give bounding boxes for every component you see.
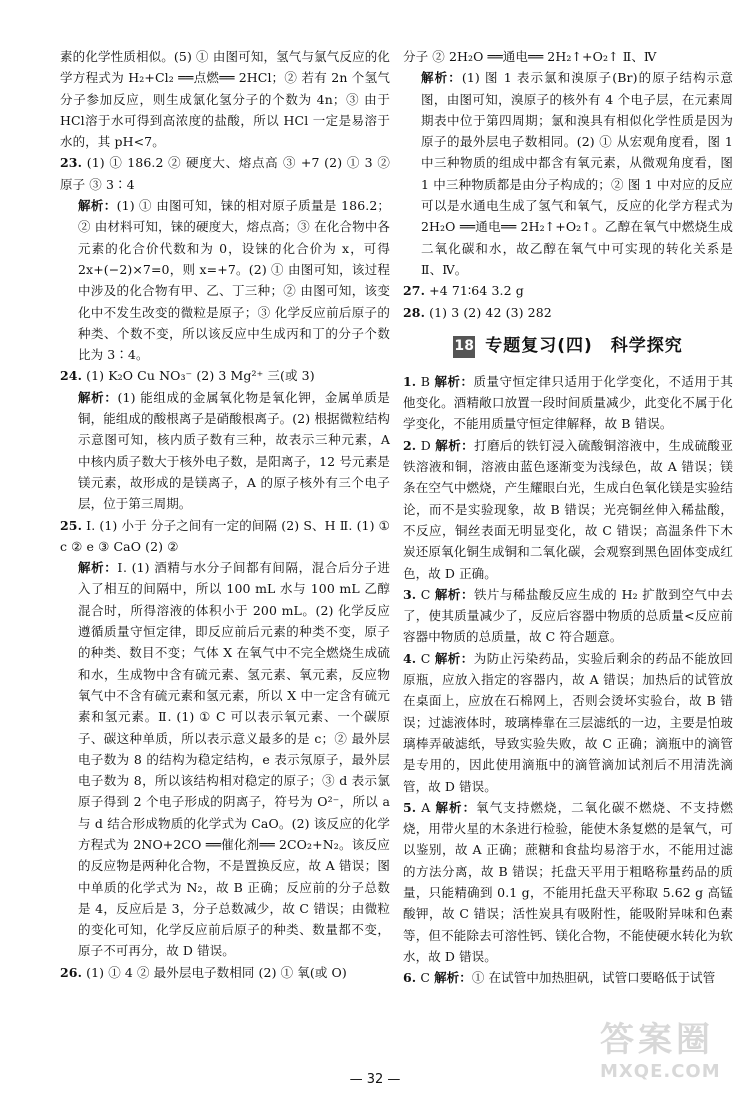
section-heading: [403, 333, 733, 361]
watermark-line-2: MXQE.COM: [600, 1061, 721, 1082]
analysis-24: 解析：(1) 能组成的金属氧化物是氧化钾，金属单质是铜，能组成的酸根离子是硝酸根离子。(2) 根据微粒结构示意图可知，核内质子数有三种，故表示三种元素，A 中核内质子数大于核外电子数，是阳离子，12 号元素是镁元素，故形成的是镁离子，A 的原子核外有三个电子层，位于第三周期。: [78, 389, 390, 512]
question-3: 3. C 解析：铁片与稀盐酸反应生成的 H₂ 扩散到空气中去了，使其质量减少了，反应后容器中物质的总质量<反应前容器中物质的总质量，故 C 符合题意。: [403, 586, 733, 645]
right-column: [403, 46, 733, 988]
question-23: 23. (1) ① 186.2 ② 硬度大、熔点高 ③ +7 (2) ① 3 ② 原子 ③ 3∶4: [60, 155, 390, 192]
site-watermark: [600, 1020, 740, 1095]
question-26: 26. (1) ① 4 ② 最外层电子数相同 (2) ① 氧(或 O): [60, 964, 347, 980]
question-27: 27. +4 71∶64 3.2 g: [403, 283, 524, 299]
watermark-line-1: 答案圈: [600, 1020, 714, 1060]
question-28: 28. (1) 3 (2) 42 (3) 282: [403, 304, 552, 320]
question-26-continued: 分子 ② 2H₂O ══通电══ 2H₂↑+O₂↑ Ⅱ、Ⅳ: [403, 49, 657, 64]
section-title: 专题复习(四) 科学探究: [485, 336, 683, 357]
question-1: 1. B 解析：质量守恒定律只适用于化学变化，不适用于其他变化。酒精敞口放置一段时间质量减少，此变化不属于化学变化，不能用质量守恒定律解释，故 B 错误。: [403, 373, 733, 432]
section-number-badge: 18: [453, 336, 475, 358]
left-column: [60, 46, 390, 983]
question-25: 25. Ⅰ. (1) 小于 分子之间有一定的间隔 (2) S、H Ⅱ. (1) ① c ② e ③ CaO (2) ②: [60, 517, 390, 554]
question-4: 4. C 解析：为防止污染药品，实验后剩余的药品不能放回原瓶，应放入指定的容器内，故 A 错误；加热后的试管放在桌面上，应放在石棉网上，否则会烫坏实验台，故 B 错误；过滤液体时，玻璃棒靠在三层滤纸的一边，主要是怕玻璃棒弄破滤纸，导致实验失败，故 C 正确；滴瓶中的滴管是专用的，因此使用滴瓶中的滴管滴加试剂后不用清洗滴管，故 D 错误。: [403, 650, 733, 794]
question-5: 5. A 解析：氧气支持燃烧，二氧化碳不燃烧、不支持燃烧，用带火星的木条进行检验，能使木条复燃的是氧气，可以鉴别，故 A 正确；蔗糖和食盐均易溶于水，不能用过滤的方法分离，故 B 错误；托盘天平用于粗略称量药品的质量，只能精确到 0.1 g，不能用托盘天平称取 5.62 g 高锰酸钾，故 C 错误；活性炭具有吸附性，能吸附异味和色素等，但不能除去可溶性钙、镁化合物，不能使硬水转化为软水，故 D 错误。: [403, 799, 733, 964]
analysis-26: 解析：(1) 图 1 表示氯和溴原子(Br)的原子结构示意图，由图可知，溴原子的核外有 4 个电子层，在元素周期表中位于第四周期；氯和溴具有相似化学性质是因为原子的最外层电子数相同。(2) ① 从宏观角度看，图 1 中三种物质的组成中都含有氧元素，从微观角度看，图 1 中三种物质都是由分子构成的；② 图 1 中对应的反应可以是水通电生成了氢气和氧气，反应的化学方程式为 2H₂O ══通电══ 2H₂↑+O₂↑。乙醇在氧气中燃烧生成二氧化碳和水，故乙醇在氧气中可实现的转化关系是 Ⅱ、Ⅳ。: [421, 70, 733, 277]
question-2: 2. D 解析：打磨后的铁钉浸入硫酸铜溶液中，生成硫酸亚铁溶液和铜，溶液由蓝色逐渐变为浅绿色，故 A 错误；镁条在空气中燃烧，产生耀眼白光，生成白色氧化镁是实验结论，而不是实验现象，故 B 错误；光亮铜丝伸入稀盐酸，不反应，铜丝表面无明显变化，故 C 错误；高温条件下木炭还原氧化铜生成铜和二氧化碳，会观察到黑色固体变成红色，故 D 正确。: [403, 437, 733, 581]
question-24: 24. (1) K₂O Cu NO₃⁻ (2) 3 Mg²⁺ 三(或 3): [60, 368, 315, 384]
page-number: — 32 —: [349, 1072, 401, 1087]
answer-paragraph: 素的化学性质相似。(5) ① 由图可知，氢气与氯气反应的化学方程式为 H₂+Cl₂ ══点燃══ 2HCl；② 若有 2n 个氢气分子参加反应，则生成氯化氢分子的个数为 4n；③ 由于HCl溶于水可得到高浓度的盐酸，所以 HCl 一定是易溶于水的，其 pH<7。: [60, 49, 390, 150]
analysis-23: 解析：(1) ① 由图可知，铼的相对原子质量是 186.2；② 由材料可知，铼的硬度大，熔点高；③ 在化合物中各元素的化合价代数和为 0，设铼的化合价为 x，可得 2x+(−2)×7=0，则 x=+7。(2) ① 由图可知，该过程中涉及的化合物有甲、乙、丁三种；② 由图可知，该变化中不发生改变的微粒是原子；③ 化学反应前后原子的种类、个数不变，所以该反应中生成丙和丁的分子个数比为 3∶4。: [78, 198, 390, 363]
question-6: 6. C 解析：① 在试管中加热胆矾，试管口要略低于试管: [403, 970, 716, 986]
analysis-25: 解析：Ⅰ. (1) 酒精与水分子间都有间隔，混合后分子进入了相互的间隔中，所以 100 mL 水与 100 mL 乙醇混合时，所得溶液的体积小于 200 mL。(2) 化学反应遵循质量守恒定律，即反应前后元素的种类不变，原子的种类、数目不变；气体 X 在氧气中不完全燃烧生成硫和水，生成物中含有硫元素、氢元素、氧元素，反应物氧气中不含有硫元素和氢元素，所以 X 中一定含有硫元素和氢元素。Ⅱ. (1) ① C 可以表示氧元素、一个碳原子、碳这种单质，所以表示意义最多的是 c；② 最外层电子数为 8 的结构为稳定结构，e 表示氖原子，最外层电子数为 8，所以该结构相对稳定的原子；③ d 表示氯原子得到 2 个电子形成的阴离子，符号为 O²⁻，所以 a 与 d 结合形成物质的化学式为 CaO。(2) 该反应的化学方程式为 2NO+2CO ══催化剂══ 2CO₂+N₂。该反应的反应物是两种化合物，不是置换反应，故 A 错误；图中单质的化学式为 N₂，故 B 正确；反应前的分子总数是 4，反应后是 3，分子总数减少，故 C 错误；由微粒的变化可知，化学反应前后原子的种类、数量都不变，原子不可再分，故 D 错误。: [78, 560, 390, 959]
